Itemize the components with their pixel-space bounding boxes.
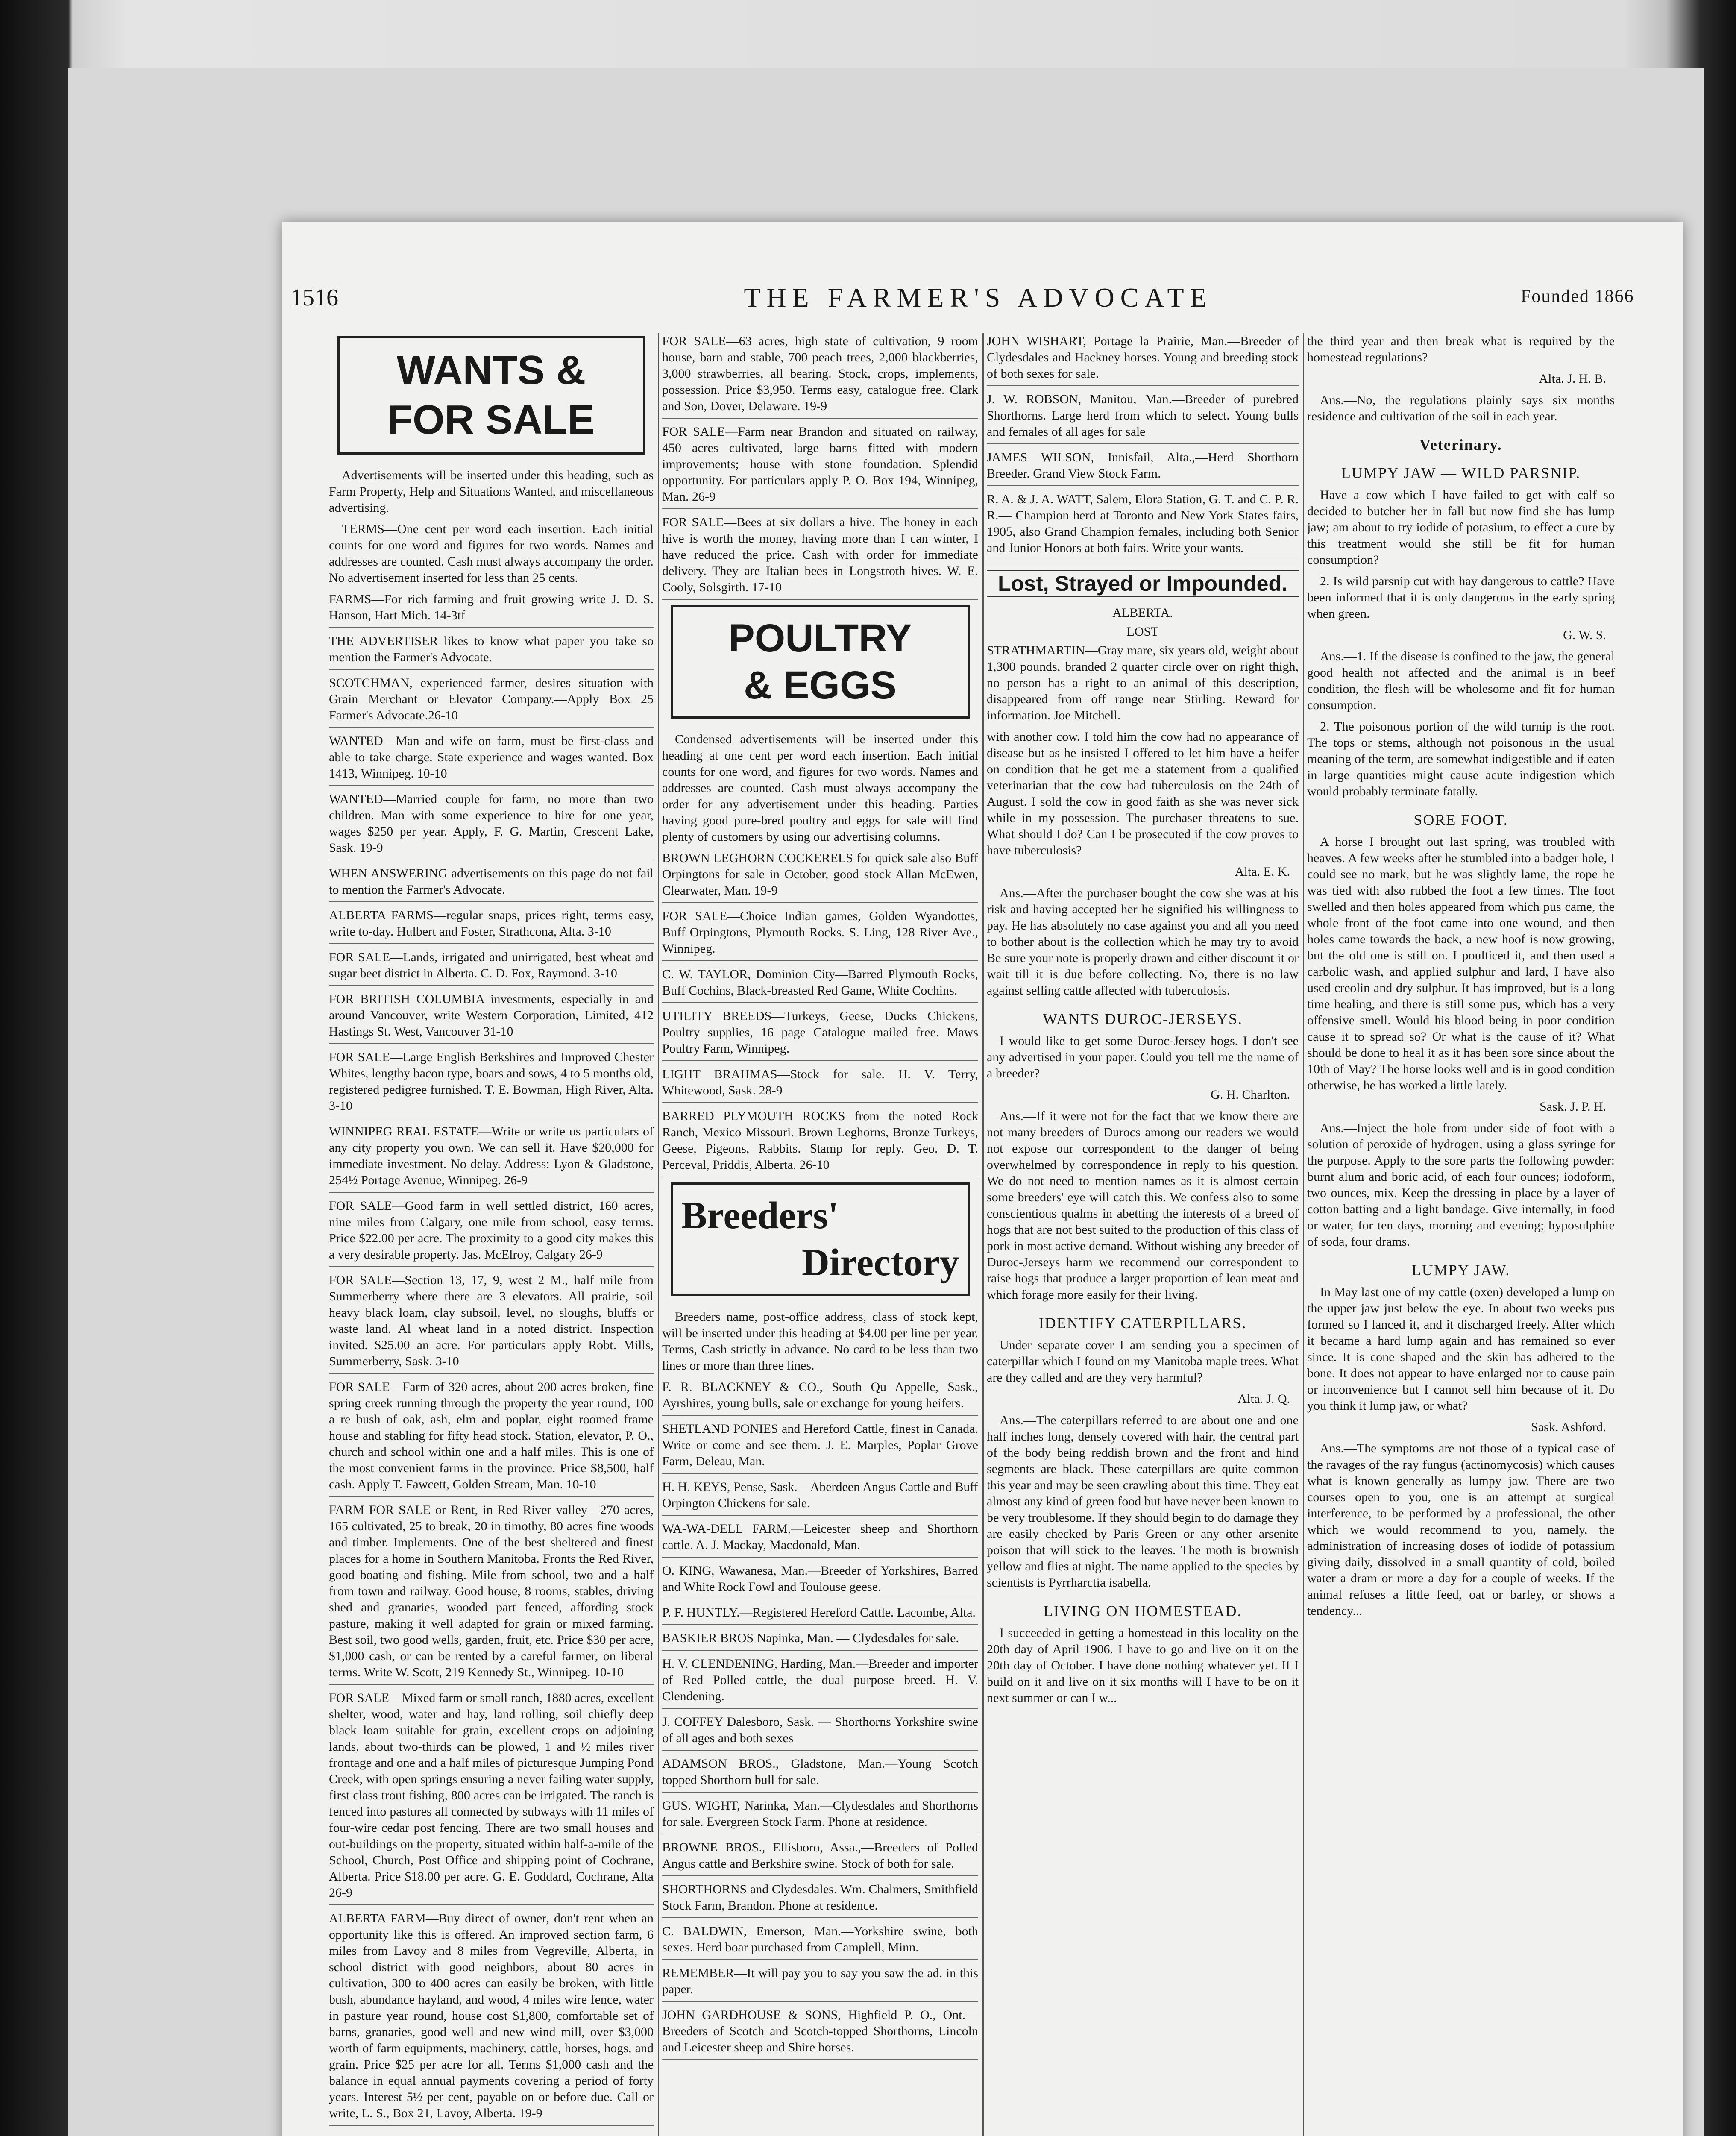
answer-text: Ans.—The symptoms are not those of a typical case of the ravages of the ray fungus (actinomycosis) which causes what is known generally as lumpy jaw. There are two courses open to you, one is an attempt at surgical interference, to be performed by a professional, the other which we would recommend to you, namely, the administration of increasing doses of iodide of potassium giving daily, dissolved in a small quantity of cold, boiled water a dram or more a day for a couple of weeks. If the animal refuses a little feed, oat or barley, or shows a tendency... [1307, 1441, 1615, 1618]
article-heading: SORE FOOT. [1413, 811, 1508, 828]
page-number: 1516 [290, 285, 338, 311]
classified-ad: FOR SALE—Farm of 320 acres, about 200 acres broken, fine spring creek running through the property the year round, 100 a re bush of oak, ash, elm and poplar, eight roomed frame house and stabling for fifty head stock. Station, elevator, P. O., church and school within one and a half miles. This is one of the most convenient farms in the province. Price $8,500, half cash. Apply T. Fawcett, Golden Stream, Man. 10-10 [329, 1379, 654, 1497]
lost-strayed-heading: Lost, Strayed or Impounded. [987, 570, 1299, 597]
article-text: the third year and then break what is required by the homestead regulations? [1307, 334, 1615, 364]
article-text: with another cow. I told him the cow had no appearance of disease but as he insisted I offered to let him have a heifer on condition that he get me a statement from a qualified veterinarian that the cow had tuberculosis on the 24th of August. I sold the cow in good faith as she was never sick while in my possession. The purchaser threatens to sue. What should I do? Can I be prosecuted if the cow proves to have tuberculosis? [987, 730, 1299, 857]
article-heading: WANTS DUROC-JERSEYS. [1042, 1010, 1243, 1027]
breeder-card: JAMES WILSON, Innisfail, Alta.,—Herd Shorthorn Breeder. Grand View Stock Farm. [987, 449, 1299, 486]
breeder-card: WA-WA-DELL FARM.—Leicester sheep and Shorthorn cattle. A. J. Mackay, Macdonald, Man. [662, 1521, 978, 1558]
breeder-card: J. W. ROBSON, Manitou, Man.—Breeder of purebred Shorthorns. Large herd from which to select. Young bulls and females of all ages for sale [987, 391, 1299, 444]
article-heading: LUMPY JAW — WILD PARSNIP. [1341, 464, 1581, 481]
breeder-card: ADAMSON BROS., Gladstone, Man.—Young Scotch topped Shorthorn bull for sale. [662, 1756, 978, 1793]
breeder-card: P. F. HUNTLY.—Registered Hereford Cattle. Lacombe, Alta. [662, 1605, 978, 1625]
breeder-card: BASKIER BROS Napinka, Man. — Clydesdales for sale. [662, 1630, 978, 1651]
signature: Sask. Ashford. [1531, 1420, 1606, 1434]
classified-ad: FARMS—For rich farming and fruit growing write J. D. S. Hanson, Hart Mich. 14-3tf [329, 591, 654, 628]
signature: G. W. S. [1563, 628, 1606, 642]
section-heading: Veterinary. [1419, 436, 1502, 453]
column-rule [982, 333, 984, 2136]
section-intro: Advertisements will be inserted under this heading, such as Farm Property, Help and Situations Wanted, and miscellaneous advertising. [329, 468, 654, 515]
province-heading: ALBERTA. [1112, 606, 1173, 620]
classified-ad: ALBERTA FARM—Buy direct of owner, don't rent when an opportunity like this is offered. An improved section farm, 6 miles from Lavoy and 8 miles from Vegreville, Alberta, in school district with good neighbors, about 80 acres in cultivation, 300 to 400 acres can easily be broken, with little bush, abundance hayland, and wood, 4 miles wire fence, water in pasture year round, house cost $1,800, comfortable set of barns, granaries, good well and new wind mill, over $3,000 worth of farm equipments, machinery, cattle, horses, hogs, and grain. Price $25 per acre for all. Terms $1,000 cash and the balance in equal annual payments covering a period of forty years. Interest 5½ per cent, payable on or before due. Call or write, L. S., Box 21, Lavoy, Alberta. 19-9 [329, 1910, 654, 2126]
founded-line: Founded 1866 [1521, 287, 1634, 306]
answer-text: Ans.—No, the regulations plainly says six months residence and cultivation of the soil in each year. [1307, 393, 1615, 423]
article-text: Under separate cover I am sending you a specimen of caterpillar which I found on my Manitoba maple trees. What are they called and are they very harmful? [987, 1338, 1299, 1385]
classified-ad: FOR SALE—Farm near Brandon and situated on railway, 450 acres cultivated, large barns fitted with modern improvements; house with stone foundation. Splendid opportunity. For particulars apply P. O. Box 194, Winnipeg, Man. 26-9 [662, 424, 978, 509]
box-heading-line1: WANTS & [396, 347, 586, 393]
section-intro: Breeders name, post-office address, class of stock kept, will be inserted under this heading at $4.00 per line per year. Terms, Cash strictly in advance. No card to be less than two lines or more than three lines. [662, 1310, 978, 1373]
classified-ad: FOR SALE—Mixed farm or small ranch, 1880 acres, excellent shelter, wood, water and hay, land rolling, soil chiefly deep black loam suitable for grain, excellent crops on adjoining lands, about two-thirds can be plowed, 1 and ½ miles river frontage and one and a half miles of picturesque Jumping Pond Creek, with open springs ensuring a never failing water supply, first class trout fishing, 800 acres can be irrigated. The ranch is fenced into pastures all connected by subways with 11 miles of four-wire cedar post fencing. There are two small houses and out-buildings on the property, situated within half-a-mile of the School, Church, Post Office and shipping point of Cochrane, Alberta. Price $18.00 per acre. G. E. Goddard, Cochrane, Alta 26-9 [329, 1690, 654, 1905]
breeder-card: SHETLAND PONIES and Hereford Cattle, finest in Canada. Write or come and see them. J. E. Marples, Poplar Grove Farm, Deleau, Man. [662, 1421, 978, 1474]
box-heading-line2: & EGGS [744, 663, 897, 707]
answer-text: Ans.—Inject the hole from under side of foot with a solution of peroxide of hydrogen, using a glass syringe for the purpose. Apply to the sore parts the following powder: burnt alum and boric acid, of each four ounces; iodoform, two ounces, mix. Keep the dressing in place by a layer of cotton batting and a light bandage. Give internally, in food or water, for ten days, morning and evening; hyposulphite of soda, four drams. [1307, 1121, 1615, 1249]
terms-text: TERMS—One cent per word each insertion. Each initial counts for one word and figures for two words. Names and addresses are counted. Cash must always accompany the order. No advertisement inserted for less than 25 cents. [329, 522, 654, 585]
signature: Alta. J. Q. [1237, 1392, 1290, 1406]
column-questions [987, 333, 1299, 2136]
answer-text: Ans.—After the purchaser bought the cow she was at his risk and having accepted her he signified his willingness to pay. He has absolutely no case against you and all you need to bother about is the collection which he may try to avoid Be sure your note is properly drawn and either discount it or wait till it is due before collecting. No, there is no law against selling cattle affected with tuberculosis. [987, 886, 1299, 998]
classified-ad: FOR SALE—Good farm in well settled district, 160 acres, nine miles from Calgary, one mile from school, easy terms. Price $22.00 per acre. The proximity to a good city makes this a very desirable property. Jas. McElroy, Calgary 26-9 [329, 1198, 654, 1267]
answer-text: 2. The poisonous portion of the wild turnip is the root. The tops or stems, although not poisonous in the usual meaning of the term, are somewhat indigestible and if eaten in large quantities might cause acute indigestion which would probably terminate fatally. [1307, 719, 1615, 798]
classified-ad: FOR SALE—63 acres, high state of cultivation, 9 room house, barn and stable, 700 peach trees, 2,000 blackberries, 3,000 strawberries, all bearing. Stock, crops, implements, possession. Price $3,950. Terms easy, catalogue free. Clark and Son, Dover, Delaware. 19-9 [662, 333, 978, 419]
wants-for-sale-box [337, 336, 645, 455]
article-text: A horse I brought out last spring, was troubled with heaves. A few weeks after he stumbled into a badger hole, I could see no mark, but he was slightly lame, the rope he was tied with also rubbed the foot a few times. The foot swelled and then holes appeared from which pus came, the whole front of the foot came into one wound, and then holes came towards the back, a new hoof is now growing, but the old one is still on. I poulticed it, and then used a carbolic wash, and applied sulphur and lard, I have also used creolin and dry sulphur. It has improved, but is a long time healing, and there is still some pus, which has a very offensive smell. Would his blood being in poor condition cause it to spread so? Or what is the cause of it? What should be done to heal it as it has been sore since about the 10th of May? The horse looks well and is in good condition otherwise, he has worked a little lately. [1307, 835, 1615, 1092]
classified-ad: WANTED—Man and wife on farm, must be first-class and able to take charge. State experience and wages wanted. Box 1413, Winnipeg. 10-10 [329, 733, 654, 786]
lost-notice: STRATHMARTIN—Gray mare, six years old, weight about 1,300 pounds, branded 2 quarter circle over on right thigh, no person has a right to an animal of this description, disappeared from off range near Stirling. Reward for information. Joe Mitchell. [987, 643, 1299, 722]
breeder-card: J. COFFEY Dalesboro, Sask. — Shorthorns Yorkshire swine of all ages and both sexes [662, 1714, 978, 1751]
box-heading-line1: Breeders' [681, 1194, 839, 1237]
box-heading-line2: Directory [801, 1241, 959, 1284]
signature: G. H. Charlton. [1211, 1088, 1290, 1102]
answer-text: Ans.—If it were not for the fact that we know there are not many breeders of Durocs among our readers we would not expose our correspondent to the danger of being overwhelmed by correspondence in reply to his question. We do not need to mention names as it is almost certain some breeders' eye will catch this. We confess also to some conscientious qualms in abetting the interests of a breed of hogs that are not best suited to the production of this class of pork in most active demand. Without wishing any breeder of Duroc-Jerseys harm we recommend our correspondent to raise hogs that produce a larger proportion of lean meat and which forage more easily for their living. [987, 1109, 1299, 1302]
breeder-card: REMEMBER—It will pay you to say you saw the ad. in this paper. [662, 1965, 978, 2002]
column-rule [658, 333, 659, 2136]
signature: Sask. J. P. H. [1540, 1100, 1606, 1114]
breeder-card: JOHN GARDHOUSE & SONS, Highfield P. O., Ont.—Breeders of Scotch and Scotch-topped Shorthorns, Lincoln and Leicester sheep and Shire horses. [662, 2007, 978, 2060]
column-wants-for-sale [329, 333, 654, 2136]
box-heading-line2: FOR SALE [387, 397, 595, 443]
classified-ad: UTILITY BREEDS—Turkeys, Geese, Ducks Chickens, Poultry supplies, 16 page Catalogue mailed free. Maws Poultry Farm, Winnipeg. [662, 1008, 978, 1061]
column-rule [1303, 333, 1304, 2136]
article-text: 2. Is wild parsnip cut with hay dangerous to cattle? Have been informed that it is only dangerous in the early spring when green. [1307, 574, 1615, 621]
breeder-card: O. KING, Wawanesa, Man.—Breeder of Yorkshires, Barred and White Rock Fowl and Toulouse geese. [662, 1563, 978, 1599]
classified-ad: WANTED—Married couple for farm, no more than two children. Man with some experience to hire for one year, wages $250 per year. Apply, F. G. Martin, Crescent Lake, Sask. 19-9 [329, 791, 654, 860]
breeder-card: SHORTHORNS and Clydesdales. Wm. Chalmers, Smithfield Stock Farm, Brandon. Phone at residence. [662, 1881, 978, 1918]
article-text: I succeeded in getting a homestead in this locality on the 20th day of April 1906. I have to go and live on it on the 20th day of October. I have done nothing whatever yet. If I build on it and live on it six months will I have to be on it next summer or can I w... [987, 1626, 1299, 1705]
classified-ad: FOR SALE—Choice Indian games, Golden Wyandottes, Buff Orpingtons, Plymouth Rocks. S. Ling, 128 River Ave., Winnipeg. [662, 908, 978, 961]
section-intro: Condensed advertisements will be inserted under this heading at one cent per word each insertion. Each initial counts for one word, and figures for two words. Names and addresses are counted. Cash must always accompany the order for any advertisement under this heading. Parties having good pure-bred poultry and eggs for sale will find plenty of customers by using our advertising columns. [662, 732, 978, 844]
classified-ad: FOR SALE—Bees at six dollars a hive. The honey in each hive is worth the money, having more than I can winter, I have reduced the price. Cash with order for immediate delivery. They are Italian bees in Longstroth hives. W. E. Cooly, Solsgirth. 17-10 [662, 514, 978, 600]
classified-ad: LIGHT BRAHMAS—Stock for sale. H. V. Terry, Whitewood, Sask. 28-9 [662, 1066, 978, 1103]
article-heading: IDENTIFY CATERPILLARS. [1038, 1314, 1247, 1332]
column-veterinary [1307, 333, 1615, 2136]
answer-text: Ans.—The caterpillars referred to are about one and one half inches long, densely covered with hair, the central part of the body being reddish brown and the front and hind segments are black. These caterpillars are quite common this year and may be seen crawling about this time. They eat almost any kind of green food but have never been known to be very troublesome. If they should begin to do damage they are easily checked by Paris Green or any other arsenite poison that will stick to the leaves. The moth is brownish yellow and flies at night. The name applied to the species by scientists is Pyrrharctia isabella. [987, 1413, 1299, 1590]
breeder-card: H. V. CLENDENING, Harding, Man.—Breeder and importer of Red Polled cattle, the dual purpose breed. H. V. Clendening. [662, 1656, 978, 1709]
classified-ad: FARM FOR SALE or Rent, in Red River valley—270 acres, 165 cultivated, 25 to break, 20 in timothy, 80 acres fine woods and timber. Implements. One of the best sheltered and finest places for a home in Southern Manitoba. Fronts the Red River, good boating and fishing. Mile from school, two and a half from town and railway. Good house, 8 rooms, stables, driving shed and granaries, wooded part fenced, affording stock pasture, making it well adapted for grain or mixed farming. Best soil, two good wells, garden, fruit, etc. Price $30 per acre, $1,000 cash, or can be rented by a careful farmer, on liberal terms. Write W. Scott, 219 Kennedy St., Winnipeg. 10-10 [329, 1502, 654, 1685]
breeder-card: GUS. WIGHT, Narinka, Man.—Clydesdales and Shorthorns for sale. Evergreen Stock Farm. Phone at residence. [662, 1798, 978, 1834]
classified-ad: FOR SALE—Large English Berkshires and Improved Chester Whites, lengthy bacon type, boars and sows, 4 to 5 months old, registered pedigree furnished. T. E. Bowman, High River, Alta. 3-10 [329, 1049, 654, 1118]
poultry-eggs-box [671, 605, 970, 719]
classified-ad: BROWN LEGHORN COCKERELS for quick sale also Buff Orpingtons for sale in October, good stock Allan McEwen, Clearwater, Man. 19-9 [662, 850, 978, 903]
breeder-card: C. BALDWIN, Emerson, Man.—Yorkshire swine, both sexes. Herd boar purchased from Camplell, Minn. [662, 1923, 978, 1960]
signature: Alta. E. K. [1235, 865, 1290, 879]
classified-ad: THE ADVERTISER likes to know what paper you take so mention the Farmer's Advocate. [329, 633, 654, 670]
signature: Alta. J. H. B. [1539, 372, 1606, 386]
classified-ad: WINNIPEG REAL ESTATE—Write or write us particulars of any city property you own. We can sell it. Have $20,000 for immediate investment. No delay. Address: Lyon & Gladstone, 254½ Portage Avenue, Winnipeg. 26-9 [329, 1124, 654, 1193]
article-text: I would like to get some Duroc-Jersey hogs. I don't see any advertised in your paper. Could you tell me the name of a breeder? [987, 1034, 1299, 1080]
breeder-card: F. R. BLACKNEY & CO., South Qu Appelle, Sask., Ayrshires, young bulls, sale or exchange for young heifers. [662, 1379, 978, 1416]
classified-ad: FOR SALE—Lands, irrigated and unirrigated, best wheat and sugar beet district in Alberta. C. D. Fox, Raymond. 3-10 [329, 949, 654, 986]
classified-ad: BARRED PLYMOUTH ROCKS from the noted Rock Ranch, Mexico Missouri. Brown Leghorns, Bronze Turkeys, Geese, Pigeons, Rabbits. Stamp for reply. Geo. D. T. Perceval, Priddis, Alberta. 26-10 [662, 1108, 978, 1177]
newspaper-page [282, 222, 1683, 2136]
classified-ad: FOR BRITISH COLUMBIA investments, especially in and around Vancouver, write Western Corporation, Limited, 412 Hastings St. West, Vancouver 31-10 [329, 991, 654, 1044]
column-poultry-breeders [662, 333, 978, 2136]
article-heading: LIVING ON HOMESTEAD. [1043, 1602, 1242, 1620]
classified-ad: SCOTCHMAN, experienced farmer, desires situation with Grain Merchant or Elevator Company.—Apply Box 25 Farmer's Advocate.26-10 [329, 675, 654, 728]
breeder-card: R. A. & J. A. WATT, Salem, Elora Station, G. T. and C. P. R. R.— Champion herd at Toronto and New York States fairs, 1905, also Grand Champion females, including both Senior and Junior Honors at both fairs. Write your wants. [987, 491, 1299, 560]
breeders-directory-box [671, 1182, 970, 1296]
classified-ad: WHEN ANSWERING advertisements on this page do not fail to mention the Farmer's Advocate. [329, 866, 654, 902]
box-heading-line1: POULTRY [728, 616, 912, 660]
classified-ad: ALBERTA FARMS—regular snaps, prices right, terms easy, write to-day. Hulbert and Foster, Strathcona, Alta. 3-10 [329, 907, 654, 944]
classified-ad: FOR SALE—Section 13, 17, 9, west 2 M., half mile from Summerberry where there are 3 elevators. All prairie, soil heavy black loam, clay subsoil, level, no sloughs, bluffs or waste land. Al wheat land in a noted district. Inspection invited. $25.00 an acre. For particulars apply Robt. Mills, Summerberry, Sask. 3-10 [329, 1272, 654, 1374]
answer-text: Ans.—1. If the disease is confined to the jaw, the general good health not affected and the animal is in beef condition, the flesh will be wholesome and fit for human consumption. [1307, 649, 1615, 712]
classified-ad: C. W. TAYLOR, Dominion City—Barred Plymouth Rocks, Buff Cochins, Black-breasted Red Game, White Cochins. [662, 966, 978, 1003]
masthead-title: THE FARMER'S ADVOCATE [744, 282, 1213, 313]
page-header [282, 222, 1683, 313]
breeder-card: JOHN WISHART, Portage la Prairie, Man.—Breeder of Clydesdales and Hackney horses. Young and breeding stock of both sexes for sale. [987, 333, 1299, 386]
breeder-card: H. H. KEYS, Pense, Sask.—Aberdeen Angus Cattle and Buff Orpington Chickens for sale. [662, 1479, 978, 1516]
breeder-card: BROWNE BROS., Ellisboro, Assa.,—Breeders of Polled Angus cattle and Berkshire swine. Stock of both for sale. [662, 1840, 978, 1876]
article-text: In May last one of my cattle (oxen) developed a lump on the upper jaw just below the eye. In about two weeks pus formed so I lanced it, and it discharged freely. After which it became a hard lump again and has remained so ever since. It is cone shaped and the skin has adhered to the bone. It does not appear to have enlarged nor to cause pain or inconvenience but I cannot sell him because of it. Do you think it lump jaw, or what? [1307, 1285, 1615, 1413]
article-heading: LUMPY JAW. [1411, 1262, 1510, 1279]
lost-label: LOST [1126, 625, 1159, 639]
article-text: Have a cow which I have failed to get with calf so decided to butcher her in fall but now find she has lump jaw; am about to try iodide of potasium, to effect a cure by this treatment would she still be fit for human consumption? [1307, 488, 1615, 567]
